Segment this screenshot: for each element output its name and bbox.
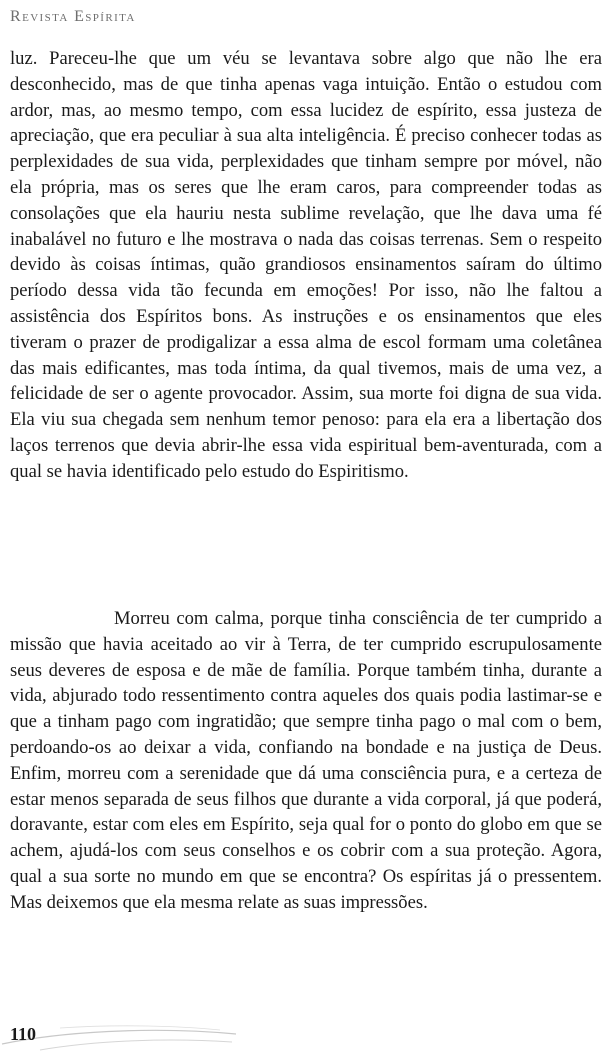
running-header: Revista Espírita (10, 8, 136, 25)
body-paragraph-2-container (10, 606, 602, 916)
swoosh-line-1 (2, 1030, 236, 1044)
body-paragraph-2: Morreu com calma, porque tinha consciência de ter cumprido a missão que havia aceitado ao vir à Terra, de ter cumprido escrupulosamente seus deveres de esposa e de mãe de família. Porque também tinha, durante a vida, abjurado todo ressentimento contra aqueles dos quais podia lastimar-se e que a tinham pago com ingratidão; que sempre tinha pago o mal com o bem, perdoando-os ao deixar a vida, confiando na bondade e na justiça de Deus. Enfim, morreu com a serenidade que dá uma consciência pura, e a certeza de estar menos separada de seus filhos que durante a vida corporal, já que poderá, doravante, estar com eles em Espírito, seja qual for o ponto do globo em que se achem, ajudá-los com seus conselhos e os cobrir com a sua proteção. Agora, qual a sua sorte no mundo em que se encontra? Os espíritas já o pressentem. Mas deixemos que ela mesma relate as suas impressões. (10, 608, 602, 913)
swoosh-line-3 (60, 1026, 220, 1030)
page-number: 110 (10, 1024, 37, 1044)
body-paragraph-1-container (10, 46, 602, 485)
swoosh-line-2 (40, 1040, 232, 1050)
body-paragraph-1: luz. Pareceu-lhe que um véu se levantava sobre algo que não lhe era desconhecido, mas de que tinha apenas vaga intuição. Então o estudou com ardor, mas, ao mesmo tempo, com essa lucidez de espírito, essa justeza de apreciação, que era peculiar à sua alta inteligência. É preciso conhecer todas as perplexidades de sua vida, perplexidades que tinham sempre por móvel, não ela própria, mas os seres que lhe eram caros, para compreender todas as consolações que ela hauriu nesta sublime revelação, que lhe dava uma fé inabalável no futuro e lhe mostrava o nada das coisas terrenas. Sem o respeito devido às coisas íntimas, quão grandiosos ensinamentos saíram do último período dessa vida tão fecunda em emoções! Por isso, não lhe faltou a assistência dos Espíritos bons. As instruções e os ensinamentos que eles tiveram o prazer de prodigalizar a essa alma de escol formam uma coletânea das mais edificantes, mas toda íntima, da qual tivemos, mais de uma vez, a felicidade de ser o agente provocador. Assim, sua morte foi digna de sua vida. Ela viu sua chegada sem nenhum temor penoso: para ela era a libertação dos laços terrenos que devia abrir-lhe essa vida espiritual bem-aventurada, com a qual se havia identificado pelo estudo do Espiritismo. (10, 48, 602, 482)
